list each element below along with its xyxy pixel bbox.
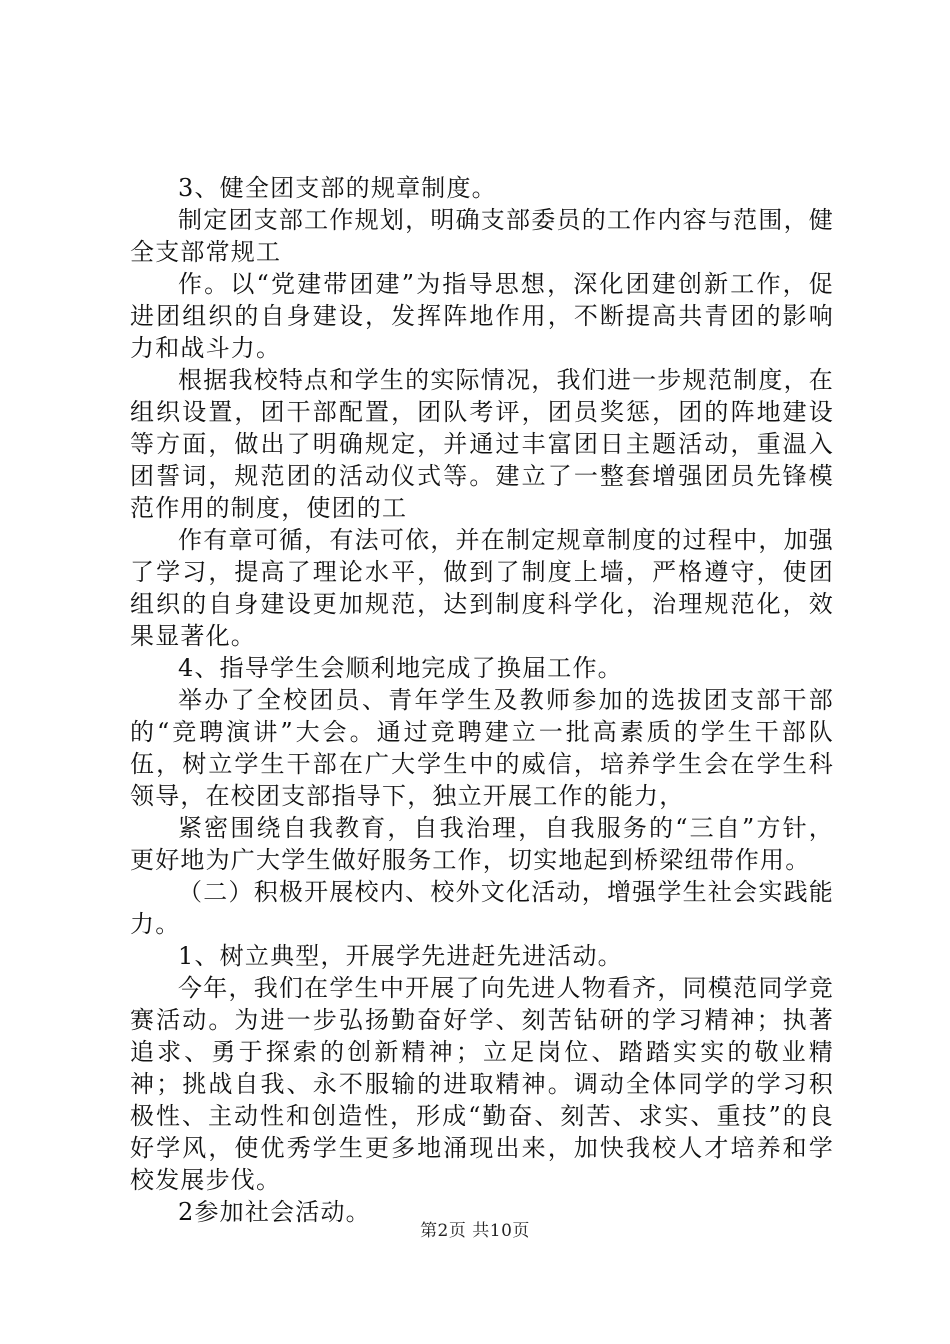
document-body bbox=[130, 172, 834, 1228]
paragraph: 举办了全校团员、青年学生及教师参加的选拔团支部干部的“竞聘演讲”大会。通过竞聘建立一批高素质的学生干部队伍，树立学生干部在广大学生中的威信，培养学生会在学生科领导，在校团支部指导下，独立开展工作的能力， bbox=[130, 686, 834, 810]
paragraph: 制定团支部工作规划，明确支部委员的工作内容与范围，健全支部常规工 bbox=[130, 206, 834, 266]
heading-4: 4、指导学生会顺利地完成了换届工作。 bbox=[178, 654, 623, 682]
page-footer: 第2页 共10页 bbox=[420, 1221, 530, 1241]
paragraph: 根据我校特点和学生的实际情况，我们进一步规范制度，在组织设置，团干部配置，团队考评，团员奖惩，团的阵地建设等方面，做出了明确规定，并通过丰富团日主题活动，重温入团誓词，规范团的活动仪式等。建立了一整套增强团员先锋模范作用的制度，使团的工 bbox=[130, 366, 834, 522]
paragraph: 今年，我们在学生中开展了向先进人物看齐，同模范同学竞赛活动。为进一步弘扬勤奋好学、刻苦钻研的学习精神；执著追求、勇于探索的创新精神；立足岗位、踏踏实实的敬业精神；挑战自我、永不服输的进取精神。调动全体同学的学习积极性、主动性和创造性，形成“勤奋、刻苦、求实、重技”的良好学风，使优秀学生更多地涌现出来，加快我校人才培养和学校发展步伐。 bbox=[130, 974, 834, 1194]
heading-3: 3、健全团支部的规章制度。 bbox=[178, 174, 497, 202]
section-heading: （二）积极开展校内、校外文化活动，增强学生社会实践能力。 bbox=[130, 878, 834, 938]
heading-2: 2参加社会活动。 bbox=[178, 1198, 371, 1226]
heading-1: 1、树立典型，开展学先进赶先进活动。 bbox=[178, 942, 623, 970]
paragraph: 紧密围绕自我教育，自我治理，自我服务的“三自”方针，更好地为广大学生做好服务工作，切实地起到桥梁纽带作用。 bbox=[130, 814, 834, 874]
paragraph: 作有章可循，有法可依，并在制定规章制度的过程中，加强了学习，提高了理论水平，做到了制度上墙，严格遵守，使团组织的自身建设更加规范，达到制度科学化，治理规范化，效果显著化。 bbox=[130, 526, 834, 650]
paragraph: 作。以“党建带团建”为指导思想，深化团建创新工作，促进团组织的自身建设，发挥阵地作用，不断提高共青团的影响力和战斗力。 bbox=[130, 270, 834, 362]
